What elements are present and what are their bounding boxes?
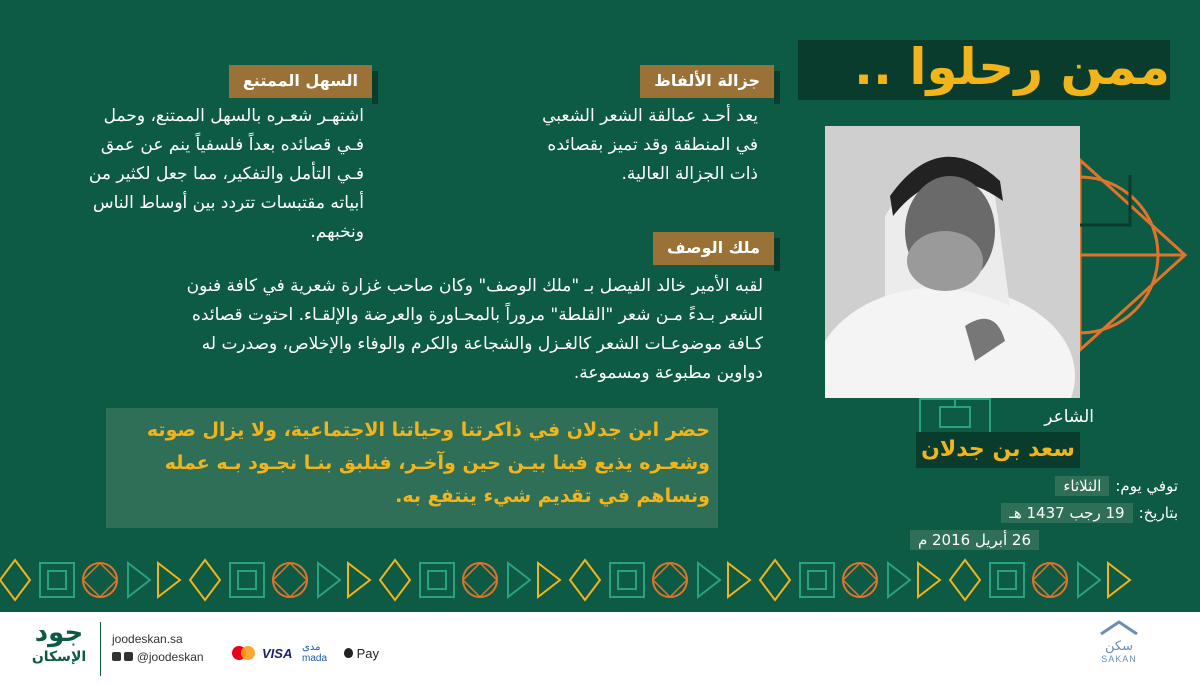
- quote-line: وشعـره يذيع فينا بيـن حين وآخـر، فنلبق بنـا نجـود بـه عمله: [164, 452, 710, 474]
- death-day-label: توفي يوم:: [1115, 477, 1178, 495]
- poet-caption: الشاعر: [1044, 407, 1094, 427]
- date-label: بتاريخ:: [1138, 504, 1178, 522]
- mastercard-icon: [232, 646, 258, 660]
- gregorian-row: [910, 530, 1045, 550]
- jood-logo: [28, 618, 90, 666]
- death-day-value: الثلاثاء: [1055, 476, 1109, 496]
- text-line: اشتهـر شعـره بالسهل الممتنع، وحمل: [103, 106, 364, 126]
- gregorian-date: 26 أبريل 2016 م: [910, 530, 1039, 550]
- quote-line: حضر ابن جدلان في ذاكرتنا وحياتنا الاجتماعية، ولا يزال صوته: [146, 419, 710, 441]
- sakan-roof-icon: [1099, 620, 1139, 636]
- text-line: كـافة موضوعـات الشعر كالغـزل والشجاعة والكرم والوفاء والإخلاص، وصدرت له: [201, 334, 763, 354]
- section-label-sahl: السهل الممتنع: [229, 65, 372, 98]
- text-line: الشعر بـدءً مـن شعر "القلطة" مروراً بالمحـاورة والعرضة والإلقـاء. احتوت قصائده: [192, 305, 763, 325]
- sakan-latin: SAKAN: [1101, 654, 1137, 664]
- social-handle-text: @joodeskan: [136, 650, 204, 664]
- section-label-malik: ملك الوصف: [653, 232, 774, 265]
- text-line: ذات الجزالة العالية.: [621, 164, 758, 184]
- poet-portrait-image: [825, 126, 1080, 398]
- footer: [0, 612, 1200, 686]
- text-line: في المنطقة وقد تميز بقصائده: [547, 135, 758, 155]
- malik-text: [83, 272, 763, 388]
- mada-icon: [302, 642, 327, 664]
- apple-pay-icon: [344, 646, 379, 661]
- text-line: ونخبهم.: [310, 222, 364, 242]
- quote-text: [120, 414, 710, 513]
- date-row: [1001, 503, 1178, 523]
- instagram-icon: [124, 652, 133, 661]
- section-label-jazala: جزالة الألفاظ: [640, 65, 774, 98]
- footer-divider: [100, 622, 101, 676]
- sakan-logo: [1094, 620, 1144, 665]
- teal-ornament: [915, 395, 1005, 435]
- death-day-row: [1055, 476, 1178, 496]
- jazala-text: [458, 102, 758, 189]
- website-link[interactable]: joodeskan.sa: [112, 632, 183, 646]
- text-line: دواوين مطبوعة ومسموعة.: [573, 363, 763, 383]
- poet-photo: [825, 126, 1080, 398]
- visa-icon: VISA: [262, 646, 293, 661]
- sahl-text: [34, 102, 364, 247]
- poet-name: سعد بن جدلان: [916, 432, 1080, 468]
- decorative-pattern-strip: [0, 555, 1200, 610]
- text-line: يعد أحـد عمالقة الشعر الشعبي: [542, 106, 758, 126]
- hijri-date: 19 رجب 1437 هـ: [1001, 503, 1132, 523]
- quote-line: ونساهم في تقديم شيء ينتفع به.: [395, 485, 710, 507]
- social-handle[interactable]: [112, 650, 204, 664]
- sakan-arabic: سكن: [1105, 639, 1133, 654]
- text-line: فـي قصائده بعداً فلسفياً ينم عن عمق: [100, 135, 364, 155]
- text-line: أبياته مقتبسات تتردد بين أوساط الناس: [92, 193, 364, 213]
- logo-text-top: جود: [34, 618, 84, 648]
- twitter-icon: [112, 652, 121, 661]
- logo-text-bottom: الإسكان: [31, 649, 87, 665]
- text-line: فـي التأمل والتفكير، مما جعل لكثير من: [88, 164, 364, 184]
- apple-pay-label: Pay: [356, 646, 380, 661]
- text-line: لقبه الأمير خالد الفيصل بـ "ملك الوصف" وكان صاحب غزارة شعرية في كافة فنون: [186, 276, 763, 296]
- mada-arabic: مدى: [302, 642, 321, 653]
- page-title: ممن رحلوا ..: [854, 38, 1170, 96]
- mada-latin: mada: [302, 653, 328, 664]
